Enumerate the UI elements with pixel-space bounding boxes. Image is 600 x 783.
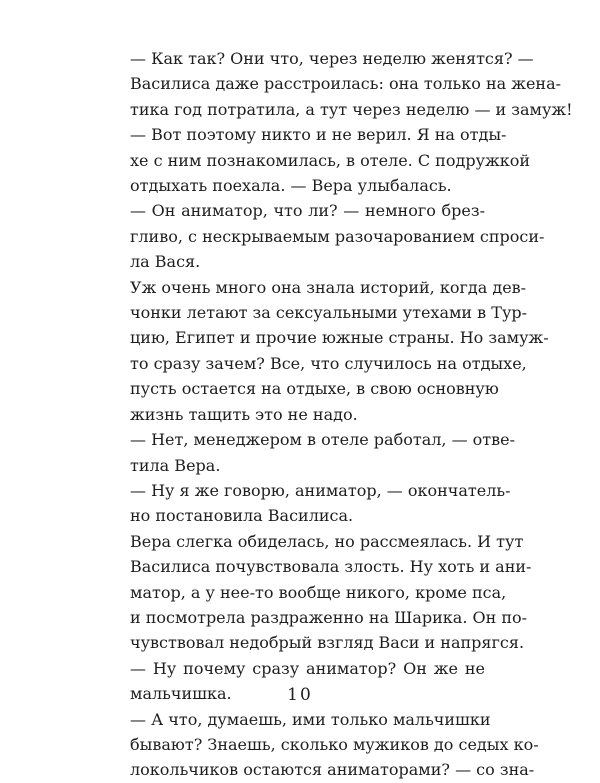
paragraph <box>115 707 539 783</box>
paragraph <box>115 427 516 478</box>
text-line: мальчишка. <box>130 684 232 704</box>
text-line: — Он аниматор, что ли? — немного брез- <box>130 201 485 221</box>
text-line: бывают? Знаешь, сколько мужиков до седых ко- <box>130 734 539 754</box>
paragraph <box>115 122 530 198</box>
text-line: хе с ним познакомилась, в отеле. С подружкой <box>130 150 530 170</box>
paragraph <box>115 529 532 656</box>
text-line: цию, Египет и прочие южные страны. Но замуж- <box>130 328 549 348</box>
text-line: гливо, с нескрываемым разочарованием спроси- <box>130 226 545 246</box>
text-line: — Как так? Они что, через неделю женятся? — <box>130 49 534 68</box>
text-line: тила Вера. <box>130 455 221 475</box>
text-line: то сразу зачем? Все, что случилось на отдыхе, <box>130 353 527 373</box>
paragraph <box>115 198 545 274</box>
text-line: — А что, думаешь, ими только мальчишки <box>130 709 491 729</box>
text-line: ла Вася. <box>130 252 201 272</box>
text-line: Василиса даже расстроилась: она только на жена- <box>130 74 562 94</box>
text-line: — Нет, менеджером в отеле работал, — отве- <box>130 430 516 450</box>
paragraph <box>115 275 549 427</box>
text-line: и посмотрела раздраженно на Шарика. Он по- <box>130 607 528 627</box>
text-line: но постановила Василиса. <box>130 506 354 526</box>
text-line: матор, а у нее-то вообще никого, кроме пса, <box>130 582 507 602</box>
page-number: 10 <box>287 685 313 705</box>
text-line: жизнь тащить это не надо. <box>130 404 358 424</box>
text-line: чувствовал недобрый взгляд Васи и напрягся. <box>130 633 525 653</box>
text-line: — Ну почему сразу аниматор? Он же не <box>130 658 485 678</box>
text-line: отдыхать поехала. — Вера улыбалась. <box>130 176 452 196</box>
text-line: пусть остается на отдыхе, в свою основную <box>130 379 499 399</box>
text-line: тика год потратила, а тут через неделю — и замуж! <box>130 99 573 119</box>
text-line: — Ну я же говорю, аниматор, — окончатель- <box>130 480 511 500</box>
text-line: Василиса почувствовала злость. Ну хоть и ани- <box>130 557 532 577</box>
text-line: чонки летают за сексуальными утехами в Тур- <box>130 303 527 323</box>
paragraph <box>115 478 511 529</box>
paragraph <box>115 46 573 122</box>
text-line: Уж очень много она знала историй, когда дев- <box>130 277 527 297</box>
text-line: локольчиков остаются аниматорами? — со зна- <box>130 760 535 780</box>
text-line: Вера слегка обиделась, но рассмеялась. И тут <box>130 531 524 551</box>
text-line: — Вот поэтому никто и не верил. Я на отды- <box>130 125 507 145</box>
body-text <box>115 46 573 783</box>
